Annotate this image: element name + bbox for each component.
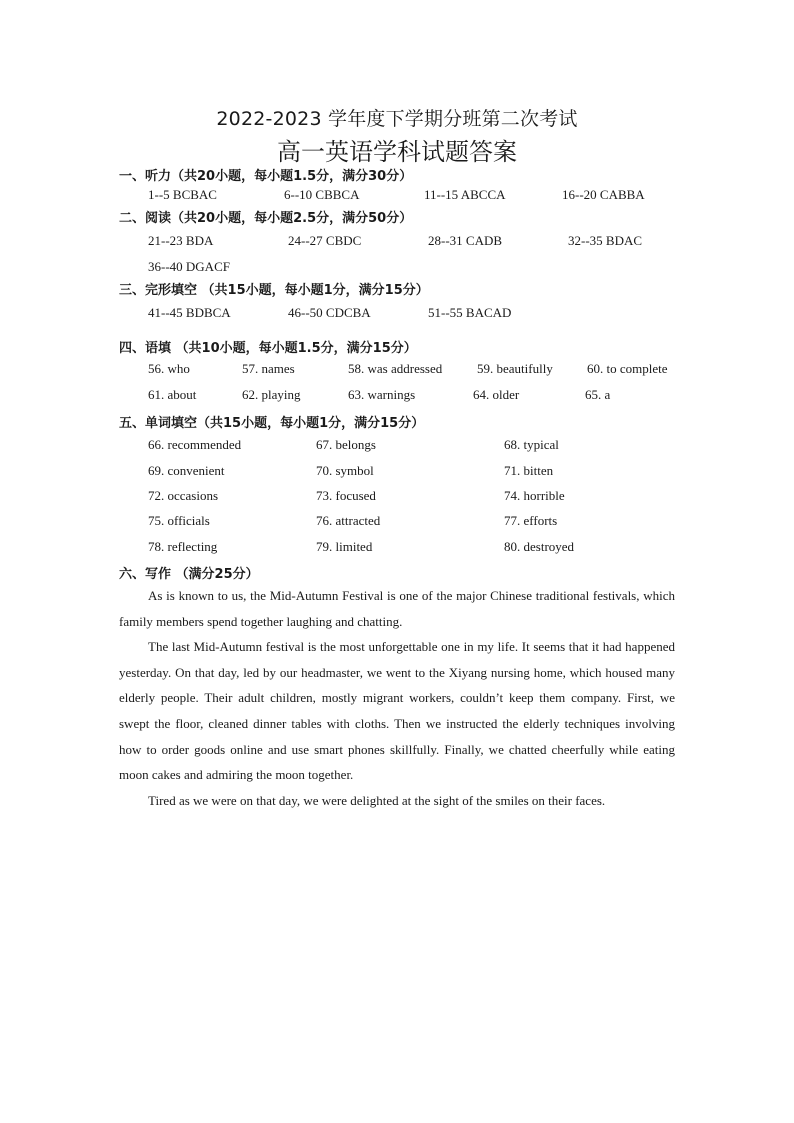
section-heading-writing: 六、写作 （满分25分） bbox=[119, 567, 259, 582]
essay-paragraph: The last Mid-Autumn festival is the most unforgettable one in my life. It seems that it had happened yesterday. On that day, led by our headmaster, we went to the Xiyang nursing home, which housed many elderly people. Their adult children, mostly migrant workers, couldn’t keep them company. First, we swept the floor, cleaned dinner tables with cloths. Then we instructed the elderly techniques involving how to order goods online and use smart phones skillfully. Finally, we chatted cheerfully while eating moon cakes and admiring the moon together. bbox=[119, 639, 675, 783]
answer-item: 70. symbol bbox=[316, 463, 374, 478]
listening-answers-row bbox=[148, 187, 708, 205]
answer-item: 65. a bbox=[585, 387, 611, 402]
answer-item: 68. typical bbox=[504, 437, 559, 452]
answer-item: 69. convenient bbox=[148, 463, 225, 478]
answer-group: 46--50 CDCBA bbox=[288, 305, 371, 320]
answer-group: 36--40 DGACF bbox=[148, 259, 230, 274]
answer-item: 80. destroyed bbox=[504, 539, 575, 554]
answer-group: 28--31 CADB bbox=[428, 233, 503, 248]
answer-group: 16--20 CABBA bbox=[562, 187, 645, 202]
vocab-answers-row bbox=[148, 437, 708, 455]
vocab-answers-row bbox=[148, 539, 708, 557]
answer-item: 62. playing bbox=[242, 387, 301, 402]
answer-item: 78. reflecting bbox=[148, 539, 218, 554]
answer-group: 24--27 CBDC bbox=[288, 233, 362, 248]
essay-paragraph: As is known to us, the Mid-Autumn Festival is one of the major Chinese traditional festivals, which family members spend together laughing and chatting. bbox=[119, 588, 675, 629]
answer-item: 71. bitten bbox=[504, 463, 554, 478]
reading-answers-row bbox=[148, 259, 708, 277]
essay-paragraph: Tired as we were on that day, we were delighted at the sight of the smiles on their faces. bbox=[148, 792, 606, 808]
answer-item: 66. recommended bbox=[148, 437, 242, 452]
answer-item: 63. warnings bbox=[348, 387, 416, 402]
answer-item: 57. names bbox=[242, 361, 295, 376]
answer-group: 21--23 BDA bbox=[148, 233, 214, 248]
vocab-answers-row bbox=[148, 463, 708, 481]
exam-title: 2022-2023 学年度下学期分班第二次考试 bbox=[216, 108, 578, 130]
answer-key-title: 高一英语学科试题答案 bbox=[277, 138, 517, 166]
grammar-answers-row bbox=[148, 361, 708, 379]
answer-item: 77. efforts bbox=[504, 513, 558, 528]
vocab-answers-row bbox=[148, 513, 708, 531]
answer-item: 59. beautifully bbox=[477, 361, 553, 376]
answer-item: 76. attracted bbox=[316, 513, 381, 528]
grammar-answers-row bbox=[148, 387, 708, 405]
answer-group: 51--55 BACAD bbox=[428, 305, 512, 320]
answer-group: 41--45 BDBCA bbox=[148, 305, 231, 320]
answer-item: 56. who bbox=[148, 361, 190, 376]
cloze-answers-row bbox=[148, 305, 708, 323]
answer-item: 79. limited bbox=[316, 539, 373, 554]
reading-answers-row bbox=[148, 233, 708, 251]
answer-item: 72. occasions bbox=[148, 488, 219, 503]
section-heading-reading: 二、阅读（共20小题，每小题2.5分，满分50分） bbox=[119, 211, 413, 226]
vocab-answers-row bbox=[148, 488, 708, 506]
answer-item: 74. horrible bbox=[504, 488, 565, 503]
answer-item: 73. focused bbox=[316, 488, 376, 503]
answer-item: 61. about bbox=[148, 387, 197, 402]
section-heading-grammar: 四、语填 （共10小题，每小题1.5分，满分15分） bbox=[119, 341, 417, 356]
answer-item: 67. belongs bbox=[316, 437, 376, 452]
essay-body bbox=[119, 583, 675, 813]
section-heading-listening: 一、听力（共20小题，每小题1.5分，满分30分） bbox=[119, 169, 413, 184]
answer-item: 64. older bbox=[473, 387, 520, 402]
section-heading-vocab: 五、单词填空（共15小题，每小题1分，满分15分） bbox=[119, 416, 425, 431]
answer-group: 11--15 ABCCA bbox=[424, 187, 506, 202]
answer-group: 6--10 CBBCA bbox=[284, 187, 360, 202]
answer-item: 58. was addressed bbox=[348, 361, 443, 376]
section-heading-cloze: 三、完形填空 （共15小题，每小题1分，满分15分） bbox=[119, 283, 429, 298]
answer-group: 32--35 BDAC bbox=[568, 233, 643, 248]
answer-item: 75. officials bbox=[148, 513, 210, 528]
answer-item: 60. to complete bbox=[587, 361, 668, 376]
answer-group: 1--5 BCBAC bbox=[148, 187, 217, 202]
